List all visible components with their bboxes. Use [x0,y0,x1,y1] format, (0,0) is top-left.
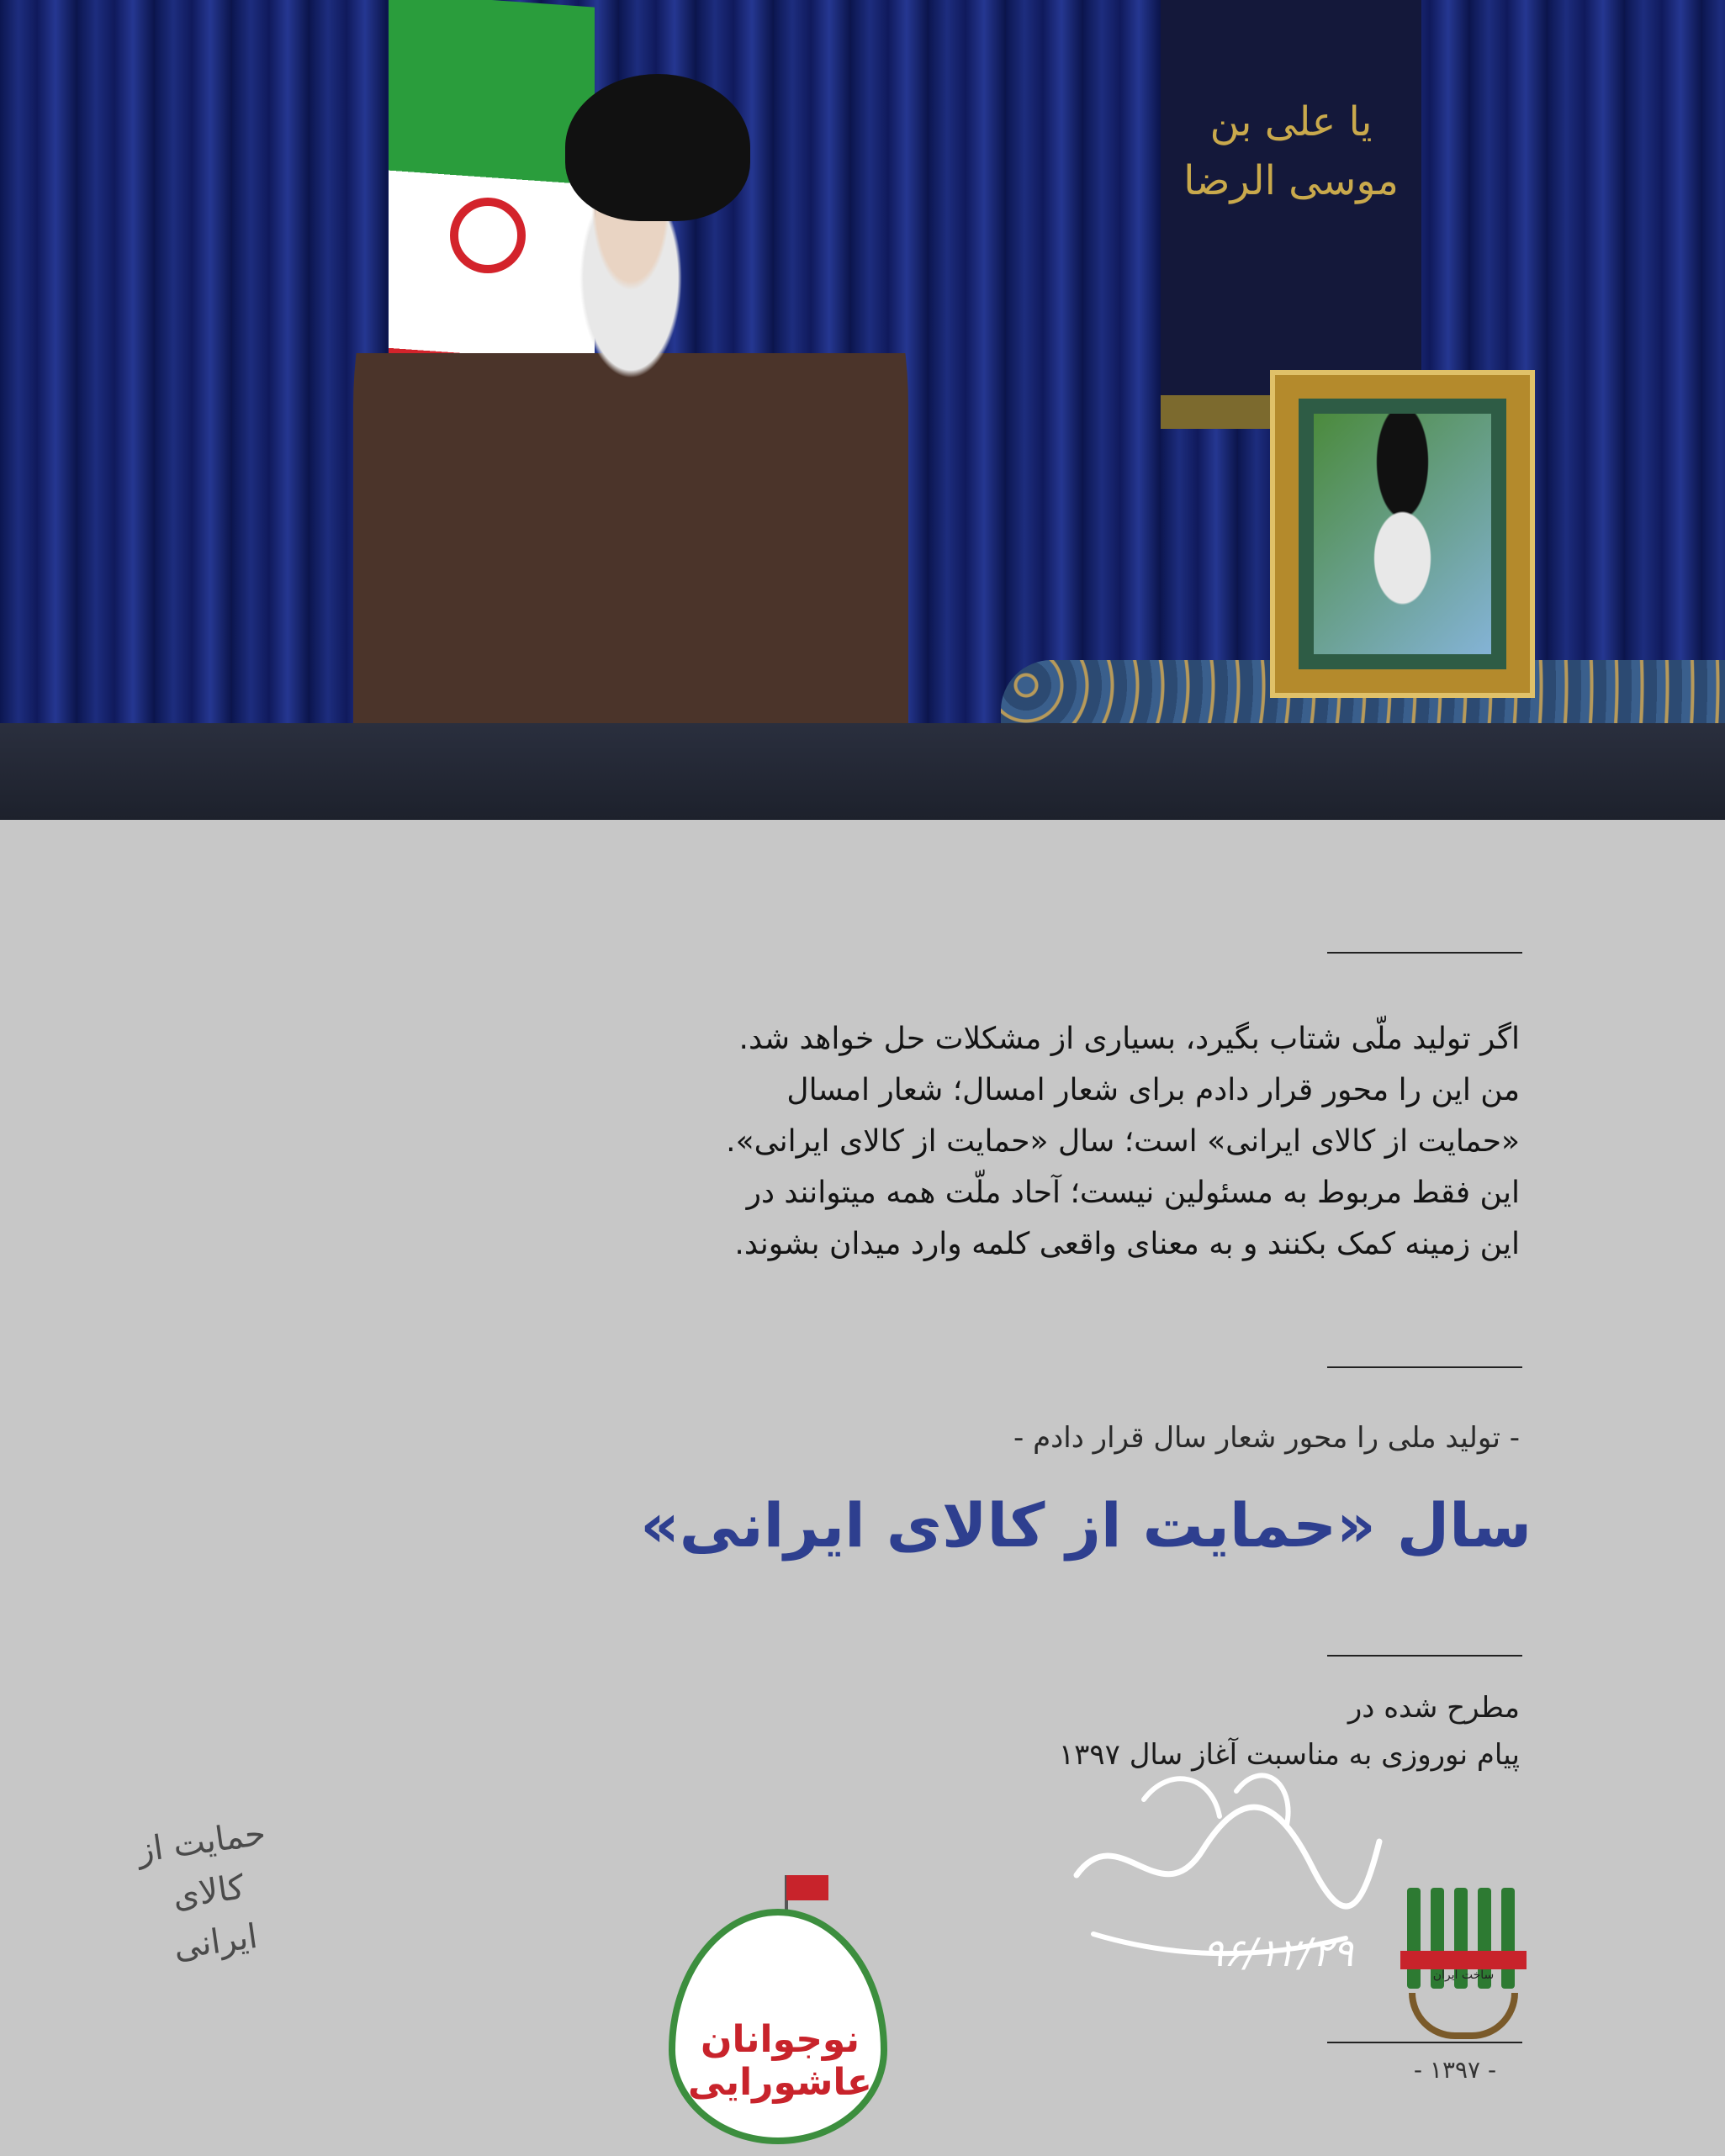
made-in-iran-logo [1400,1888,1527,2048]
red-flag-icon [786,1875,828,1900]
frame-mat [1299,399,1506,669]
ashura-youth-logo [669,1875,892,2153]
quote-line: «حمایت از کالای ایرانی» است؛ سال «حمایت از کالای ایرانی». [726,1124,1520,1159]
quote-line: این فقط مربوط به مسئولین نیست؛ آحاد ملّت همه میتوانند در [746,1176,1520,1210]
floor [0,723,1725,820]
calligraphy-banner [1161,0,1421,429]
headline: سال «حمایت از کالای ایرانی» [640,1490,1532,1561]
divider-bottom [1327,2042,1522,2043]
subtitle: - تولید ملی را محور شعار سال قرار دادم - [1013,1421,1520,1455]
quote-line: اگر تولید ملّی شتاب بگیرد، بسیاری از مشکلات حل خواهد شد. [738,1022,1520,1056]
framed-portrait [1270,370,1535,698]
divider-middle [1327,1366,1522,1368]
portrait-image [1314,414,1491,654]
calligraphy-logo: حمایت از کالای ایرانی [135,1814,268,1968]
divider-lower [1327,1655,1522,1657]
source-line-1: مطرح شده در [1347,1691,1520,1725]
quote-block [595,1013,1520,1270]
ashura-logo-text: نوجوانان عاشورایی [688,2018,872,2104]
quote-line: من این را محور قرار دادم برای شعار امسال؛ شعار امسال [786,1073,1520,1107]
year-tag: - ۱۳۹۷ - [1413,2056,1497,2084]
quote-line: این زمینه کمک بکنند و به معنای واقعی کلمه وارد میدان بشوند. [734,1227,1520,1261]
header-photo [0,0,1725,820]
source-line-2: پیام نوروزی به مناسبت آغاز سال ۱۳۹۷ [1058,1738,1520,1772]
logo-bowl [1409,1993,1518,2039]
banner-text: یا علی بن موسی الرضا [1183,98,1399,204]
turban [565,74,750,221]
made-logo-label: ساخت ایران [1432,1968,1495,1982]
divider-top [1327,952,1522,954]
signature-date: ۹۶/۱۲/۲۹ [1203,1930,1354,1975]
logo-band [1400,1951,1527,1969]
